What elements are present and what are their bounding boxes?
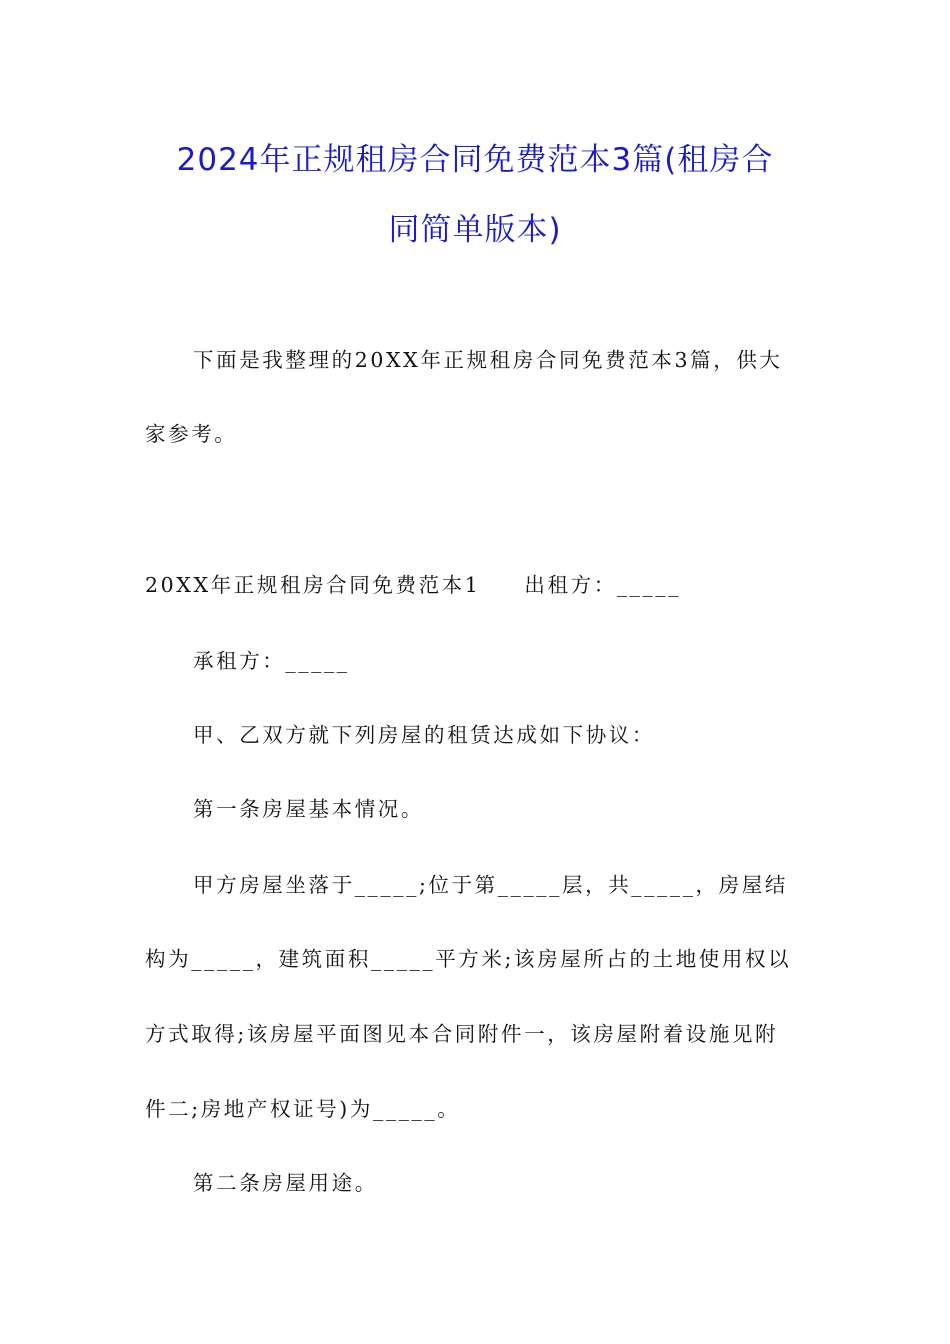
article-1-line-2: 构为_____，建筑面积_____平方米;该房屋所占的土地使用权以 [145, 947, 792, 971]
article-1-title: 第一条房屋基本情况。 [193, 797, 424, 821]
article-1-line-3: 方式取得;该房屋平面图见本合同附件一，该房屋附着设施见附 [145, 1022, 779, 1046]
document-title-line-1: 2024年正规租房合同免费范本3篇(租房合 [176, 142, 774, 178]
intro-paragraph-line-1: 下面是我整理的20XX年正规租房合同免费范本3篇，供大 [193, 348, 783, 372]
agreement-statement: 甲、乙双方就下列房屋的租赁达成如下协议： [193, 723, 655, 747]
article-1-line-4: 件二;房地产权证号)为_____。 [145, 1097, 461, 1121]
intro-paragraph-line-2: 家参考。 [145, 422, 238, 446]
lessor-field: 出租方：_____ [524, 573, 682, 597]
section-heading: 20XX年正规租房合同免费范本1 [145, 573, 481, 597]
article-1-line-1: 甲方房屋坐落于_____;位于第_____层，共_____，房屋结 [193, 873, 788, 897]
lessee-field: 承租方：_____ [193, 649, 350, 673]
document-title-line-2: 同简单版本) [388, 212, 562, 248]
section-heading-row [145, 571, 681, 599]
article-2-title: 第二条房屋用途。 [193, 1171, 378, 1195]
